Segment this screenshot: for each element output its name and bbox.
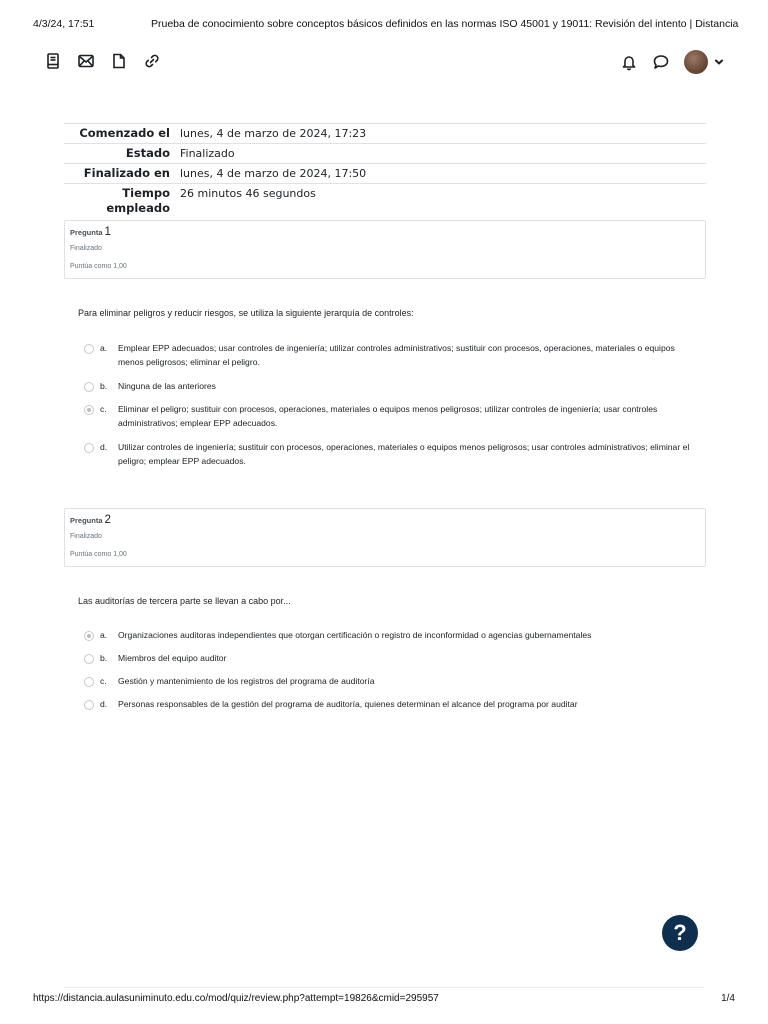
top-navbar	[44, 50, 724, 76]
mail-icon[interactable]	[77, 52, 95, 70]
answer-text: Gestión y mantenimiento de los registros del programa de auditoría	[118, 676, 375, 686]
radio-button-selected[interactable]	[84, 405, 94, 415]
print-title: Prueba de conocimiento sobre conceptos básicos definidos en las normas ISO 45001 y 19011: Revisión del intento | Distancia	[151, 18, 739, 30]
answer-text: Eliminar el peligro; sustituir con procesos, operaciones, materiales o equipos menos peligrosos; utilizar controles de ingeniería; usar controles administrativos; emplear EPP adecuados.	[118, 404, 658, 428]
answer-text: Organizaciones auditoras independientes que otorgan certificación o registro de inconformidad o agencias gubernamentales	[118, 630, 592, 640]
page-number: 1/4	[721, 993, 735, 1004]
question-number-value: 2	[104, 514, 111, 526]
book-icon[interactable]	[44, 52, 62, 70]
question-label: Pregunta	[70, 228, 103, 237]
summary-row	[64, 164, 706, 184]
summary-value: lunes, 4 de marzo de 2024, 17:50	[180, 167, 367, 180]
radio-button-selected[interactable]	[84, 631, 94, 641]
print-url: https://distancia.aulasuniminuto.edu.co/mod/quiz/review.php?attempt=19826&cmid=295957	[33, 993, 439, 1004]
user-menu[interactable]	[684, 50, 724, 74]
question-state: Finalizado	[70, 245, 102, 252]
answer-text: Emplear EPP adecuados; usar controles de ingeniería; utilizar controles administrativos; sustituir con procesos, operaciones, materiales o equipos menos peligrosos; eliminar el peligro.	[118, 343, 675, 367]
answer-text: Utilizar controles de ingeniería; sustituir con procesos, operaciones, materiales o equipos menos peligrosos; usar controles administrativos; eliminar el peligro; emplear EPP adecuados.	[118, 442, 690, 466]
answer-option-a[interactable]	[84, 630, 694, 642]
summary-row	[64, 124, 706, 144]
answer-option-b[interactable]	[84, 653, 694, 665]
answer-text: Personas responsables de la gestión del programa de auditoría, quienes determinan el alcance del programa por auditar	[118, 699, 578, 709]
question-grade: Puntúa como 1,00	[70, 263, 127, 270]
link-icon[interactable]	[143, 52, 161, 70]
answer-letter: a.	[100, 343, 108, 353]
radio-button[interactable]	[84, 443, 94, 453]
answer-option-a[interactable]	[84, 343, 694, 369]
summary-value: lunes, 4 de marzo de 2024, 17:23	[180, 127, 367, 140]
question-number-value: 1	[104, 226, 111, 238]
help-button[interactable]	[662, 915, 698, 951]
answer-letter: c.	[100, 404, 107, 414]
summary-label: Finalizado en	[83, 166, 170, 180]
summary-value: Finalizado	[180, 147, 235, 160]
question-number	[70, 226, 111, 238]
answer-text: Miembros del equipo auditor	[118, 653, 227, 663]
question-text-2: Las auditorías de tercera parte se llevan a cabo por...	[78, 596, 291, 606]
file-icon[interactable]	[110, 52, 128, 70]
summary-row	[64, 184, 706, 219]
question-number	[70, 514, 111, 526]
radio-button[interactable]	[84, 654, 94, 664]
question-info-1	[64, 220, 706, 279]
summary-value: 26 minutos 46 segundos	[180, 187, 316, 200]
answer-option-c[interactable]	[84, 404, 694, 430]
question-state: Finalizado	[70, 533, 102, 540]
question-text-1: Para eliminar peligros y reducir riesgos, se utiliza la siguiente jerarquía de controles:	[78, 308, 414, 318]
attempt-summary-table	[64, 123, 706, 218]
answer-letter: c.	[100, 676, 107, 686]
footer-divider	[64, 987, 704, 988]
answer-letter: d.	[100, 442, 108, 452]
question-label: Pregunta	[70, 516, 103, 525]
avatar[interactable]	[684, 50, 708, 74]
question-info-2	[64, 508, 706, 567]
print-date: 4/3/24, 17:51	[33, 18, 95, 30]
summary-row	[64, 144, 706, 164]
nav-left-icons	[44, 52, 161, 70]
answer-option-b[interactable]	[84, 381, 694, 393]
answer-option-d[interactable]	[84, 442, 694, 468]
summary-label: Tiempo empleado	[106, 186, 170, 215]
radio-button[interactable]	[84, 382, 94, 392]
answer-letter: b.	[100, 653, 108, 663]
chevron-down-icon[interactable]	[714, 57, 724, 67]
bell-icon[interactable]	[620, 53, 638, 71]
nav-right-icons	[620, 50, 724, 74]
chat-icon[interactable]	[652, 53, 670, 71]
answer-letter: b.	[100, 381, 108, 391]
answer-option-c[interactable]	[84, 676, 694, 688]
summary-label: Comenzado el	[79, 126, 170, 140]
answer-letter: d.	[100, 699, 108, 709]
question-grade: Puntúa como 1,00	[70, 551, 127, 558]
answer-letter: a.	[100, 630, 108, 640]
radio-button[interactable]	[84, 700, 94, 710]
answer-text: Ninguna de las anteriores	[118, 381, 216, 391]
answer-option-d[interactable]	[84, 699, 694, 711]
help-button-label: ?	[673, 920, 687, 945]
radio-button[interactable]	[84, 344, 94, 354]
radio-button[interactable]	[84, 677, 94, 687]
summary-label: Estado	[125, 146, 170, 160]
